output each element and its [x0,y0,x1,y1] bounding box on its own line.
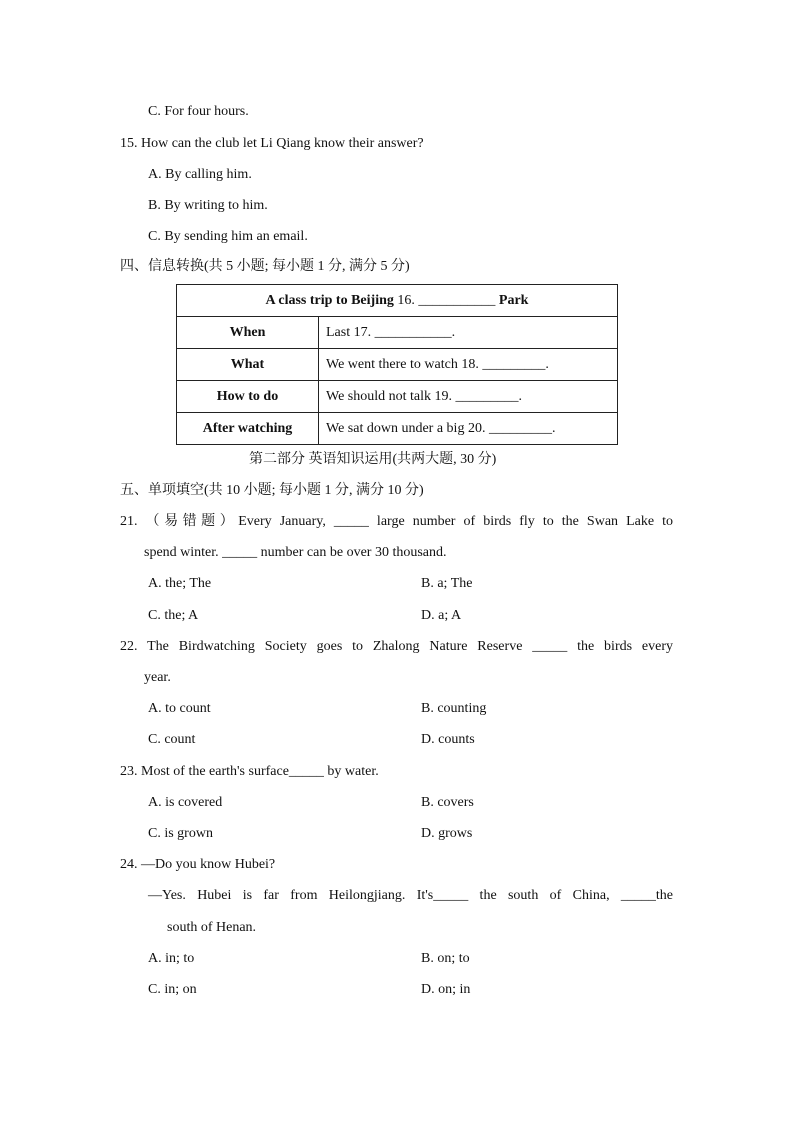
table-header-row [177,285,618,317]
table-header-blank: 16. ___________ [393,292,499,308]
q24-option-a: A. in; to [148,951,195,966]
q24-option-d: D. on; in [421,982,471,997]
q24-option-b: B. on; to [421,951,470,966]
q22-line2: year. [144,670,171,685]
q22-option-d: D. counts [421,732,475,747]
q21-line1: 21. （易错题）Every January, _____ large number of birds fly to the Swan Lake to [120,514,673,529]
q21-option-d: D. a; A [421,608,462,623]
table-row [177,381,618,413]
q22-option-b: B. counting [421,701,487,716]
q15-option-b: B. By writing to him. [148,198,268,213]
table-header-cell [177,285,618,317]
table-row [177,349,618,381]
table-value: We sat down under a big 20. _________. [319,413,618,445]
part2-heading: 第二部分 英语知识运用(共两大题, 30 分) [249,452,497,467]
q14-option-c: C. For four hours. [148,104,249,119]
q15-stem: 15. How can the club let Li Qiang know their answer? [120,136,424,151]
q24-option-c: C. in; on [148,982,197,997]
table-key: After watching [177,413,319,445]
q15-option-a: A. By calling him. [148,167,252,182]
q21-option-b: B. a; The [421,576,473,591]
info-transfer-table [176,284,618,445]
table-row [177,317,618,349]
q22-line1: 22. The Birdwatching Society goes to Zhalong Nature Reserve _____ the birds every [120,639,673,654]
table-value: Last 17. ___________. [319,317,618,349]
q23-option-d: D. grows [421,826,473,841]
table-header-park: Park [498,292,529,308]
q21-option-a: A. the; The [148,576,212,591]
q24-line2: —Yes. Hubei is far from Heilongjiang. It's_____ the south of China, _____the [148,888,673,903]
table-header-title: A class trip to Beijing [265,292,394,308]
q22-option-c: C. count [148,732,196,747]
table-value: We should not talk 19. _________. [319,381,618,413]
q23-option-b: B. covers [421,795,474,810]
q23-stem: 23. Most of the earth's surface_____ by water. [120,764,379,779]
q15-option-c: C. By sending him an email. [148,229,308,244]
table-value: We went there to watch 18. _________. [319,349,618,381]
q23-option-c: C. is grown [148,826,213,841]
section5-heading: 五、单项填空(共 10 小题; 每小题 1 分, 满分 10 分) [120,483,424,498]
section4-heading: 四、信息转换(共 5 小题; 每小题 1 分, 满分 5 分) [120,259,410,274]
table-key: What [177,349,319,381]
q21-option-c: C. the; A [148,608,199,623]
q23-option-a: A. is covered [148,795,223,810]
q21-line2: spend winter. _____ number can be over 30 thousand. [144,545,447,560]
table-row [177,413,618,445]
q24-line3: south of Henan. [167,920,257,935]
q22-option-a: A. to count [148,701,211,716]
table-key: How to do [177,381,319,413]
table-key: When [177,317,319,349]
q24-line1: 24. —Do you know Hubei? [120,857,276,872]
